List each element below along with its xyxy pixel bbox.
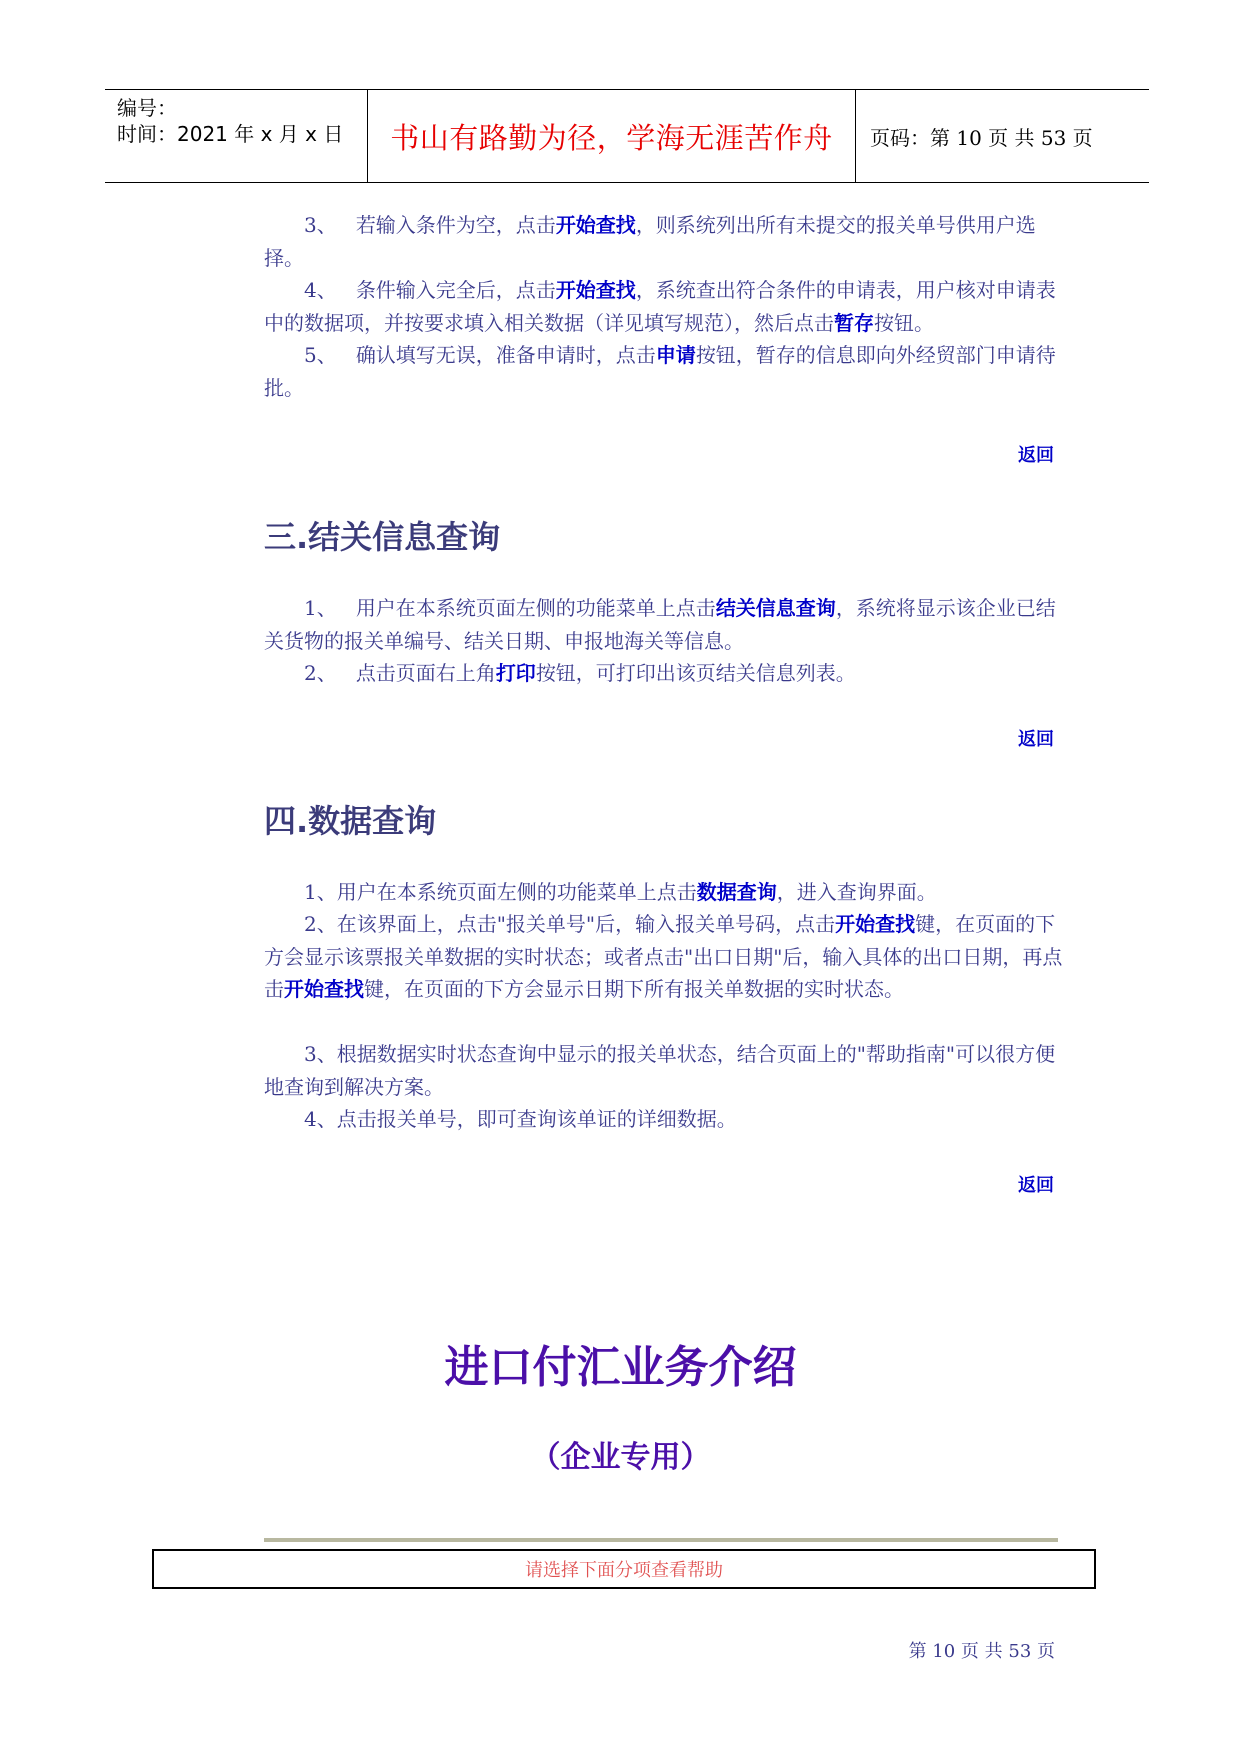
step-text: ，系统查出符合条件的申请表，用户核对申请表中的数据项，并按要求填入相关数据（详见填写规范），然后点击 bbox=[264, 278, 1056, 335]
start-search-highlight: 开始查找 bbox=[835, 912, 916, 936]
section4-step-2 bbox=[264, 908, 1064, 1006]
step-4 bbox=[264, 274, 1064, 339]
step-text: 若输入条件为空，点击 bbox=[355, 213, 556, 237]
step-text: 确认填写无误，准备申请时，点击 bbox=[355, 343, 656, 367]
back-link[interactable]: 返回 bbox=[1018, 445, 1054, 466]
step-text: 点击页面右上角 bbox=[355, 661, 496, 685]
step-number: 3、 bbox=[304, 213, 337, 237]
page-footer: 第 10 页 共 53 页 bbox=[908, 1641, 1055, 1662]
section-title-data-query: 四.数据查询 bbox=[264, 802, 437, 840]
chapter-subtitle: （企业专用） bbox=[530, 1440, 711, 1475]
step-text: 按钮，可打印出该页结关信息列表。 bbox=[535, 661, 856, 685]
number-label: 编号： bbox=[117, 96, 177, 120]
step-number: 4、 bbox=[304, 278, 337, 302]
step-text: 按钮。 bbox=[874, 310, 934, 335]
header-page-info: 页码：第 10 页 共 53 页 bbox=[870, 125, 1093, 150]
step-text: 键，在页面的下方会显示日期下所有报关单数据的实时状态。 bbox=[364, 977, 904, 1001]
back-link[interactable]: 返回 bbox=[1018, 1175, 1054, 1196]
header-left-cell bbox=[105, 90, 368, 182]
step-text: 1、用户在本系统页面左侧的功能菜单上点击 bbox=[304, 880, 697, 904]
step-3 bbox=[264, 209, 1064, 274]
chapter-title: 进口付汇业务介绍 bbox=[444, 1342, 797, 1393]
step-text: 按钮，暂存的信息即向外经贸部门申请待批。 bbox=[264, 343, 1056, 400]
apply-highlight: 申请 bbox=[655, 343, 696, 367]
section3-step-2 bbox=[264, 657, 1064, 690]
step-text: ，进入查询界面。 bbox=[776, 880, 937, 904]
start-search-highlight: 开始查找 bbox=[284, 977, 364, 1001]
section3-step-1 bbox=[264, 592, 1064, 657]
print-highlight: 打印 bbox=[495, 661, 536, 685]
header-motto-cell bbox=[368, 90, 856, 182]
section-title-customs-clearance: 三.结关信息查询 bbox=[264, 518, 501, 556]
step-number: 5、 bbox=[304, 343, 337, 367]
start-search-highlight: 开始查找 bbox=[555, 213, 636, 237]
step-text: 用户在本系统页面左侧的功能菜单上点击 bbox=[355, 596, 716, 620]
step-text: 键，在页面的下方会显示该票报关单数据的实时状态；或者点击"出口日期"后，输入具体的出口日期，再点击 bbox=[264, 912, 1063, 1001]
section4-step-4: 4、点击报关单号，即可查询该单证的详细数据。 bbox=[304, 1107, 737, 1131]
save-draft-highlight: 暂存 bbox=[834, 310, 874, 335]
section4-step-1 bbox=[264, 876, 1064, 909]
data-query-highlight: 数据查询 bbox=[696, 880, 777, 904]
time-label: 时间：2021 年 x 月 x 日 bbox=[117, 122, 344, 146]
help-prompt-text: 请选择下面分项查看帮助 bbox=[525, 1560, 723, 1581]
step-text: ，则系统列出所有未提交的报关单号供用户选择。 bbox=[264, 213, 1036, 270]
step-number: 2、 bbox=[304, 661, 337, 685]
header-page-cell bbox=[856, 90, 1149, 182]
start-search-highlight: 开始查找 bbox=[555, 278, 636, 302]
step-text: ，系统将显示该企业已结关货物的报关单编号、结关日期、申报地海关等信息。 bbox=[264, 596, 1056, 653]
page-header bbox=[105, 89, 1149, 183]
step-text: 条件输入完全后，点击 bbox=[355, 278, 556, 302]
divider bbox=[264, 1538, 1058, 1542]
step-number: 1、 bbox=[304, 596, 337, 620]
motto: 书山有路勤为径，学海无涯苦作舟 bbox=[390, 120, 833, 155]
help-prompt-box bbox=[152, 1549, 1096, 1589]
section4-step-3: 3、根据数据实时状态查询中显示的报关单状态，结合页面上的"帮助指南"可以很方便地查询到解决方案。 bbox=[264, 1042, 1056, 1099]
clearance-query-highlight: 结关信息查询 bbox=[715, 596, 836, 620]
step-5 bbox=[264, 339, 1064, 404]
back-link[interactable]: 返回 bbox=[1018, 729, 1054, 750]
step-text: 2、在该界面上，点击"报关单号"后，输入报关单号码，点击 bbox=[304, 912, 836, 936]
